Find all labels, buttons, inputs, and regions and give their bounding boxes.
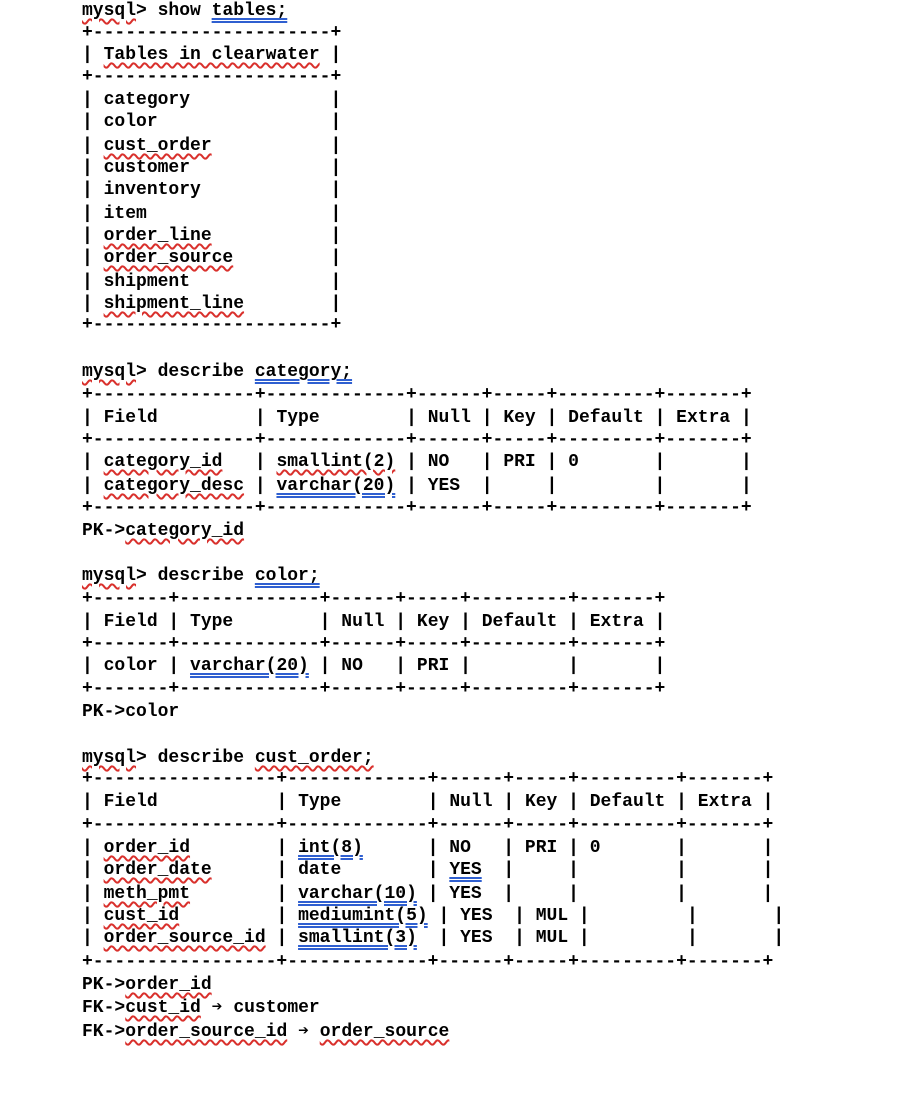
primary-key-note: PK->category_id [82,521,245,541]
table-border: +----------------------+ [82,23,342,43]
mysql-prompt: mysql [82,1,137,21]
table-row: | order_date | date | YES | | | | [82,860,774,880]
list-item: | color | [82,112,342,132]
table-border: +-------+-------------+------+-----+---------+-------+ [82,679,666,699]
table-row: | order_source_id | smallint(3) | YES | MUL | | | [82,928,785,948]
table-border: +-------+-------------+------+-----+---------+-------+ [82,634,666,654]
table-border: +---------------+-------------+------+-----+---------+-------+ [82,430,752,450]
describe-color-command: mysql> describe color; [82,566,320,586]
list-item: | order_source | [82,248,342,268]
foreign-key-note: FK->cust_id ➔ customer [82,998,320,1018]
cust-order-header-row: | Field | Type | Null | Key | Default | Extra | [82,792,774,812]
primary-key-note: PK->color [82,702,180,722]
table-border: +---------------+-------------+------+-----+---------+-------+ [82,385,752,405]
table-border: +----------------------+ [82,67,342,87]
list-item: | category | [82,90,342,110]
table-border: +-------+-------------+------+-----+---------+-------+ [82,589,666,609]
list-item: | shipment | [82,272,342,292]
table-border: +-----------------+-------------+------+-----+---------+-------+ [82,952,774,972]
primary-key-note: PK->order_id [82,975,212,995]
list-item: | shipment_line | [82,294,342,314]
color-header-row: | Field | Type | Null | Key | Default | Extra | [82,612,666,632]
table-border: +-----------------+-------------+------+-----+---------+-------+ [82,815,774,835]
table-row: | category_desc | varchar(20) | YES | | | | [82,476,752,496]
list-item: | order_line | [82,226,342,246]
show-tables-command: mysql> show tables; [82,1,288,21]
list-item: | item | [82,204,342,224]
describe-category-command: mysql> describe category; [82,362,353,382]
category-header-row: | Field | Type | Null | Key | Default | Extra | [82,408,752,428]
table-row: | meth_pmt | varchar(10) | YES | | | | [82,884,774,904]
describe-cust-order-command: mysql> describe cust_order; [82,748,374,768]
table-row: | color | varchar(20) | NO | PRI | | | [82,656,666,676]
list-item: | cust_order | [82,136,342,156]
table-row: | category_id | smallint(2) | NO | PRI | 0 | | [82,452,752,472]
list-item: | customer | [82,158,342,178]
table-border: +---------------+-------------+------+-----+---------+-------+ [82,498,752,518]
arrow-right-icon: ➔ [298,1022,309,1042]
list-item: | inventory | [82,180,342,200]
table-row: | cust_id | mediumint(5) | YES | MUL | | | [82,906,785,926]
table-row: | order_id | int(8) | NO | PRI | 0 | | [82,838,774,858]
foreign-key-note: FK->order_source_id ➔ order_source [82,1022,450,1042]
tables-header: | Tables in clearwater | [82,45,342,65]
arrow-right-icon: ➔ [211,998,223,1018]
table-border: +-----------------+-------------+------+-----+---------+-------+ [82,769,774,789]
table-border: +----------------------+ [82,315,342,335]
